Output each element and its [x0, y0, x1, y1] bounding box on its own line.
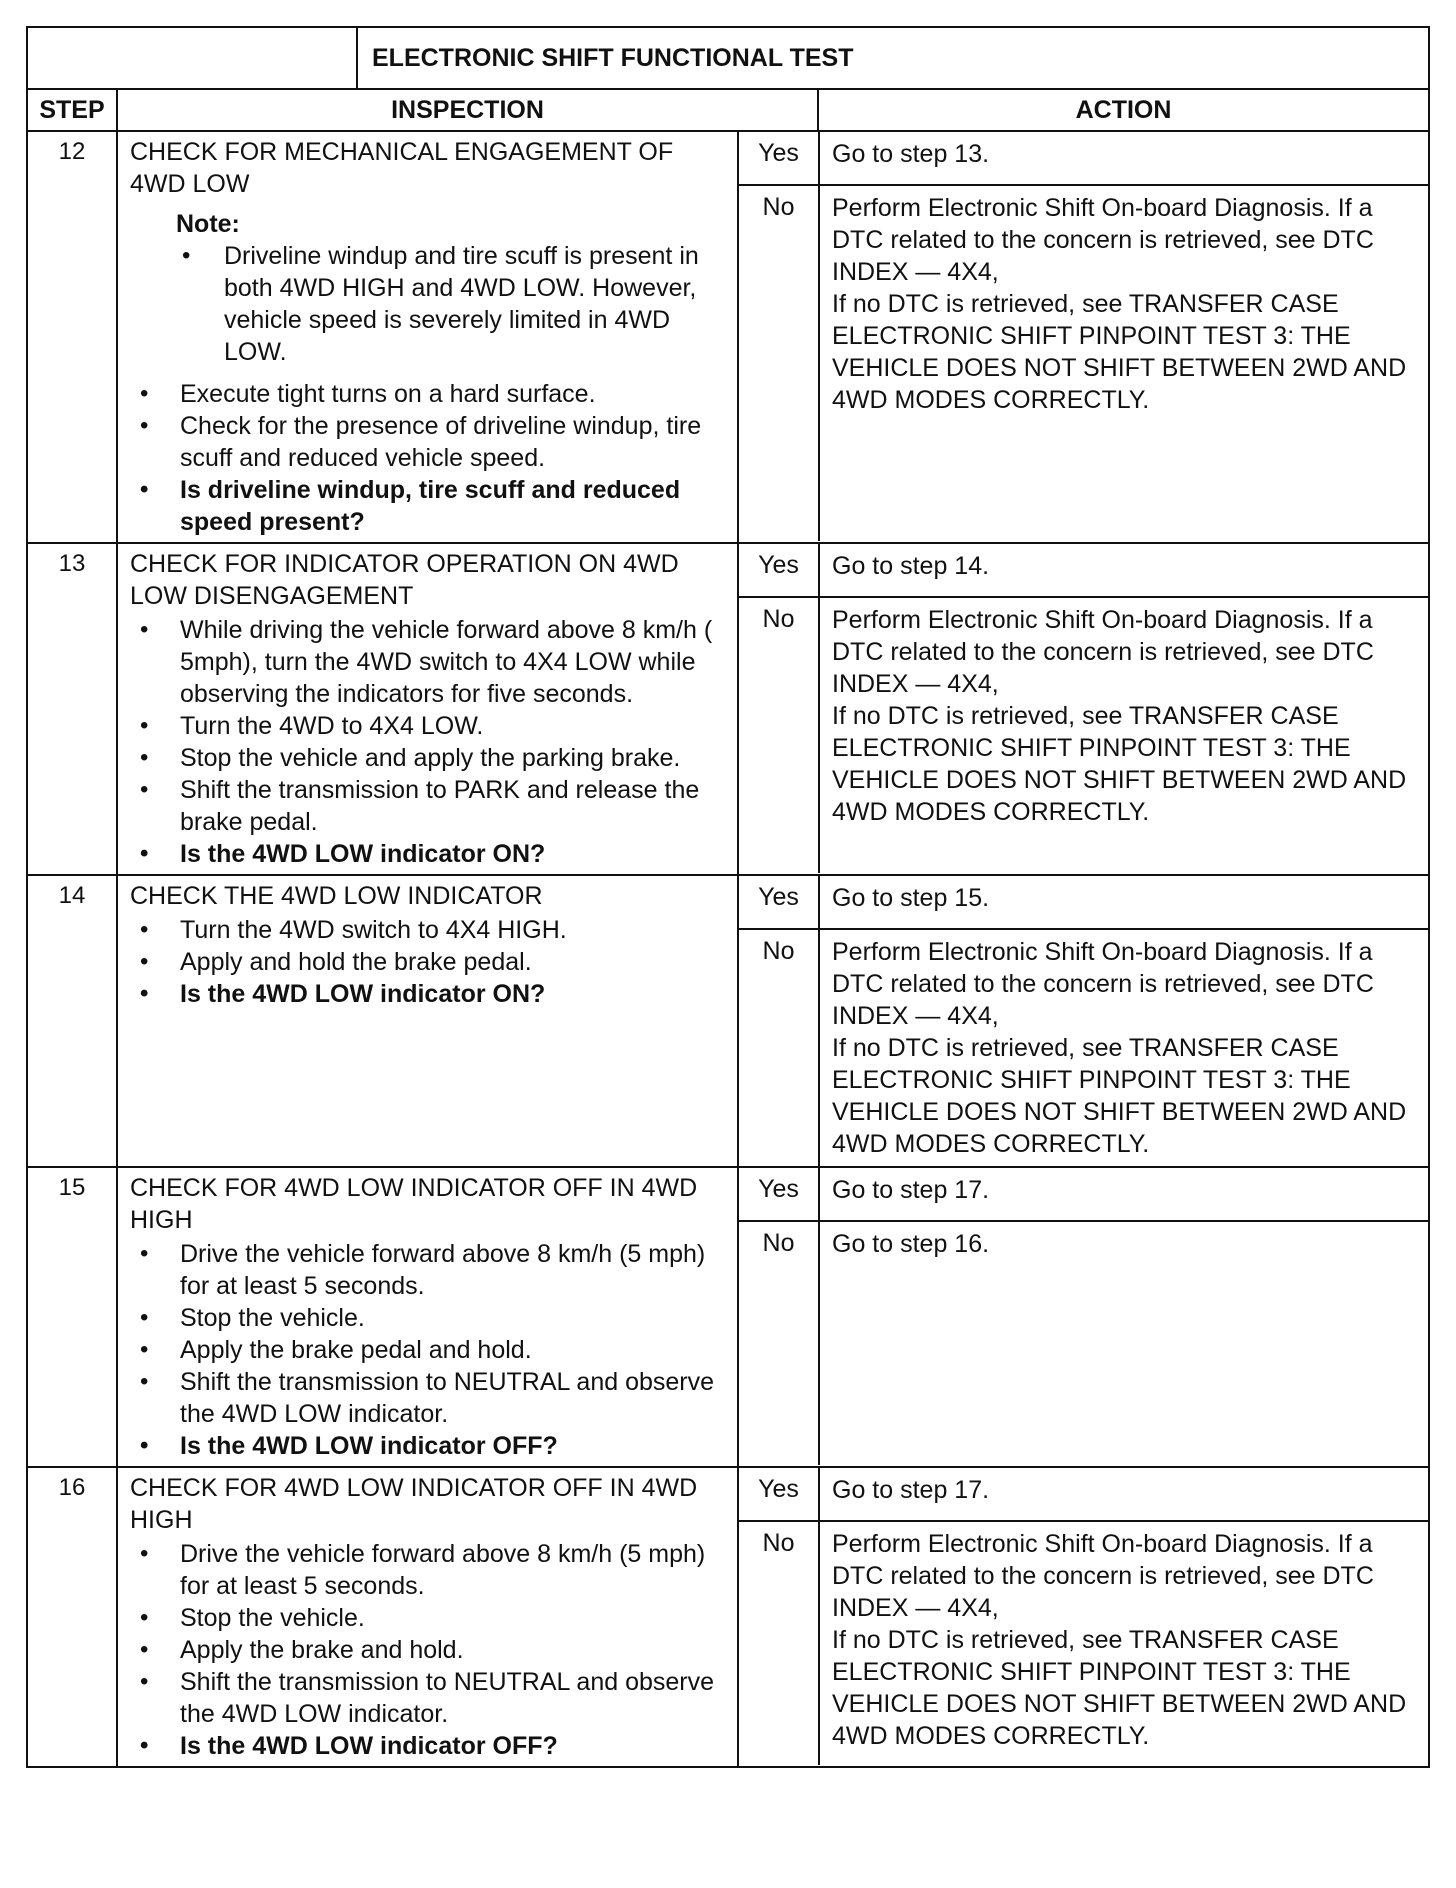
- inspection-cell: [117, 875, 738, 1167]
- inspection-item: • Apply the brake pedal and hold.: [130, 1334, 725, 1366]
- yes-label: Yes: [739, 876, 819, 929]
- step-row: [27, 543, 1429, 875]
- inspection-list: [130, 378, 725, 538]
- inspection-item: • Drive the vehicle forward above 8 km/h (5 mph) for at least 5 seconds.: [130, 1238, 725, 1302]
- header-action: ACTION: [818, 89, 1429, 131]
- header-inspection: INSPECTION: [117, 89, 818, 131]
- no-action: Perform Electronic Shift On-board Diagnosis. If a DTC related to the concern is retrieved, see DTC INDEX — 4X4, If no DTC is retrieved, see TRANSFER CASE ELECTRONIC SHIFT PINPOINT TEST 3: THE VEHICLE DOES NOT SHIFT BETWEEN 2WD AND 4WD MODES CORRECTLY.: [832, 606, 1407, 826]
- inspection-list: [130, 914, 725, 1010]
- document-page: [26, 26, 1428, 1768]
- note-label: Note:: [176, 210, 240, 238]
- no-action: Go to step 16.: [832, 1230, 990, 1258]
- no-label: No: [739, 1521, 819, 1765]
- yes-action: Go to step 13.: [819, 132, 1428, 185]
- yes-action: Go to step 17.: [819, 1468, 1428, 1521]
- step-number: 12: [27, 131, 117, 543]
- response-cell: [738, 1467, 1429, 1767]
- title-blank-cell: [27, 27, 357, 89]
- inspection-cell: [117, 131, 738, 543]
- inspection-heading: CHECK FOR MECHANICAL ENGAGEMENT OF 4WD LOW: [130, 138, 674, 198]
- inspection-item: • Apply and hold the brake pedal.: [130, 946, 725, 978]
- inspection-item: • Drive the vehicle forward above 8 km/h (5 mph) for at least 5 seconds.: [130, 1538, 725, 1602]
- no-row: [739, 185, 1428, 541]
- no-row: [739, 1221, 1428, 1465]
- inspection-heading: CHECK FOR 4WD LOW INDICATOR OFF IN 4WD HIGH: [130, 1474, 698, 1534]
- inspection-question: • Is driveline windup, tire scuff and reduced speed present?: [130, 474, 725, 538]
- header-step: STEP: [27, 89, 117, 131]
- inspection-question: • Is the 4WD LOW indicator ON?: [130, 838, 725, 870]
- response-cell: [738, 875, 1429, 1167]
- no-row: [739, 597, 1428, 873]
- yes-action: Go to step 17.: [819, 1168, 1428, 1221]
- no-action: Perform Electronic Shift On-board Diagnosis. If a DTC related to the concern is retrieved, see DTC INDEX — 4X4, If no DTC is retrieved, see TRANSFER CASE ELECTRONIC SHIFT PINPOINT TEST 3: THE VEHICLE DOES NOT SHIFT BETWEEN 2WD AND 4WD MODES CORRECTLY.: [832, 938, 1407, 1158]
- yes-action: Go to step 15.: [819, 876, 1428, 929]
- inspection-item: • Stop the vehicle and apply the parking brake.: [130, 742, 725, 774]
- inspection-heading: CHECK FOR INDICATOR OPERATION ON 4WD LOW DISENGAGEMENT: [130, 550, 679, 610]
- functional-test-table: [26, 26, 1430, 1768]
- no-action: Perform Electronic Shift On-board Diagnosis. If a DTC related to the concern is retrieved, see DTC INDEX — 4X4, If no DTC is retrieved, see TRANSFER CASE ELECTRONIC SHIFT PINPOINT TEST 3: THE VEHICLE DOES NOT SHIFT BETWEEN 2WD AND 4WD MODES CORRECTLY.: [832, 194, 1407, 414]
- no-label: No: [739, 1221, 819, 1465]
- yes-row: [739, 544, 1428, 597]
- inspection-item: • Turn the 4WD switch to 4X4 HIGH.: [130, 914, 725, 946]
- inspection-cell: [117, 1467, 738, 1767]
- inspection-heading: CHECK FOR 4WD LOW INDICATOR OFF IN 4WD HIGH: [130, 1174, 698, 1234]
- inspection-question: • Is the 4WD LOW indicator ON?: [130, 978, 725, 1010]
- inspection-item: • Execute tight turns on a hard surface.: [130, 378, 725, 410]
- step-number: 16: [27, 1467, 117, 1767]
- step-row: [27, 131, 1429, 543]
- response-cell: [738, 1167, 1429, 1467]
- inspection-cell: [117, 543, 738, 875]
- table-title: ELECTRONIC SHIFT FUNCTIONAL TEST: [357, 27, 1429, 89]
- no-action: Perform Electronic Shift On-board Diagnosis. If a DTC related to the concern is retrieved, see DTC INDEX — 4X4, If no DTC is retrieved, see TRANSFER CASE ELECTRONIC SHIFT PINPOINT TEST 3: THE VEHICLE DOES NOT SHIFT BETWEEN 2WD AND 4WD MODES CORRECTLY.: [832, 1530, 1407, 1750]
- yes-action: Go to step 14.: [819, 544, 1428, 597]
- inspection-cell: [117, 1167, 738, 1467]
- response-cell: [738, 131, 1429, 543]
- inspection-item: • Shift the transmission to NEUTRAL and observe the 4WD LOW indicator.: [130, 1366, 725, 1430]
- yes-row: [739, 1168, 1428, 1221]
- inspection-question: • Is the 4WD LOW indicator OFF?: [130, 1730, 725, 1762]
- step-row: [27, 1167, 1429, 1467]
- no-row: [739, 929, 1428, 1166]
- header-row: [27, 89, 1429, 131]
- inspection-item: • Check for the presence of driveline windup, tire scuff and reduced vehicle speed.: [130, 410, 725, 474]
- inspection-item: • While driving the vehicle forward above 8 km/h ( 5mph), turn the 4WD switch to 4X4 LOW while observing the indicators for five seconds.: [130, 614, 725, 710]
- inspection-item: • Apply the brake and hold.: [130, 1634, 725, 1666]
- inspection-list: [130, 1538, 725, 1762]
- inspection-item: • Stop the vehicle.: [130, 1602, 725, 1634]
- title-row: [27, 27, 1429, 89]
- inspection-list: [130, 614, 725, 870]
- inspection-question: • Is the 4WD LOW indicator OFF?: [130, 1430, 725, 1462]
- note-list: [176, 240, 725, 368]
- yes-row: [739, 132, 1428, 185]
- inspection-item: • Shift the transmission to PARK and release the brake pedal.: [130, 774, 725, 838]
- step-row: [27, 1467, 1429, 1767]
- yes-label: Yes: [739, 132, 819, 185]
- inspection-item: • Shift the transmission to NEUTRAL and observe the 4WD LOW indicator.: [130, 1666, 725, 1730]
- yes-row: [739, 876, 1428, 929]
- yes-label: Yes: [739, 1168, 819, 1221]
- step-row: [27, 875, 1429, 1167]
- yes-row: [739, 1468, 1428, 1521]
- no-row: [739, 1521, 1428, 1765]
- no-label: No: [739, 929, 819, 1166]
- note-block: [130, 208, 725, 368]
- step-number: 14: [27, 875, 117, 1167]
- no-label: No: [739, 597, 819, 873]
- step-number: 13: [27, 543, 117, 875]
- inspection-list: [130, 1238, 725, 1462]
- response-cell: [738, 543, 1429, 875]
- step-number: 15: [27, 1167, 117, 1467]
- note-item: • Driveline windup and tire scuff is present in both 4WD HIGH and 4WD LOW. However, vehicle speed is severely limited in 4WD LOW.: [176, 240, 725, 368]
- yes-label: Yes: [739, 544, 819, 597]
- yes-label: Yes: [739, 1468, 819, 1521]
- inspection-heading: CHECK THE 4WD LOW INDICATOR: [130, 882, 543, 910]
- inspection-item: • Turn the 4WD to 4X4 LOW.: [130, 710, 725, 742]
- no-label: No: [739, 185, 819, 541]
- inspection-item: • Stop the vehicle.: [130, 1302, 725, 1334]
